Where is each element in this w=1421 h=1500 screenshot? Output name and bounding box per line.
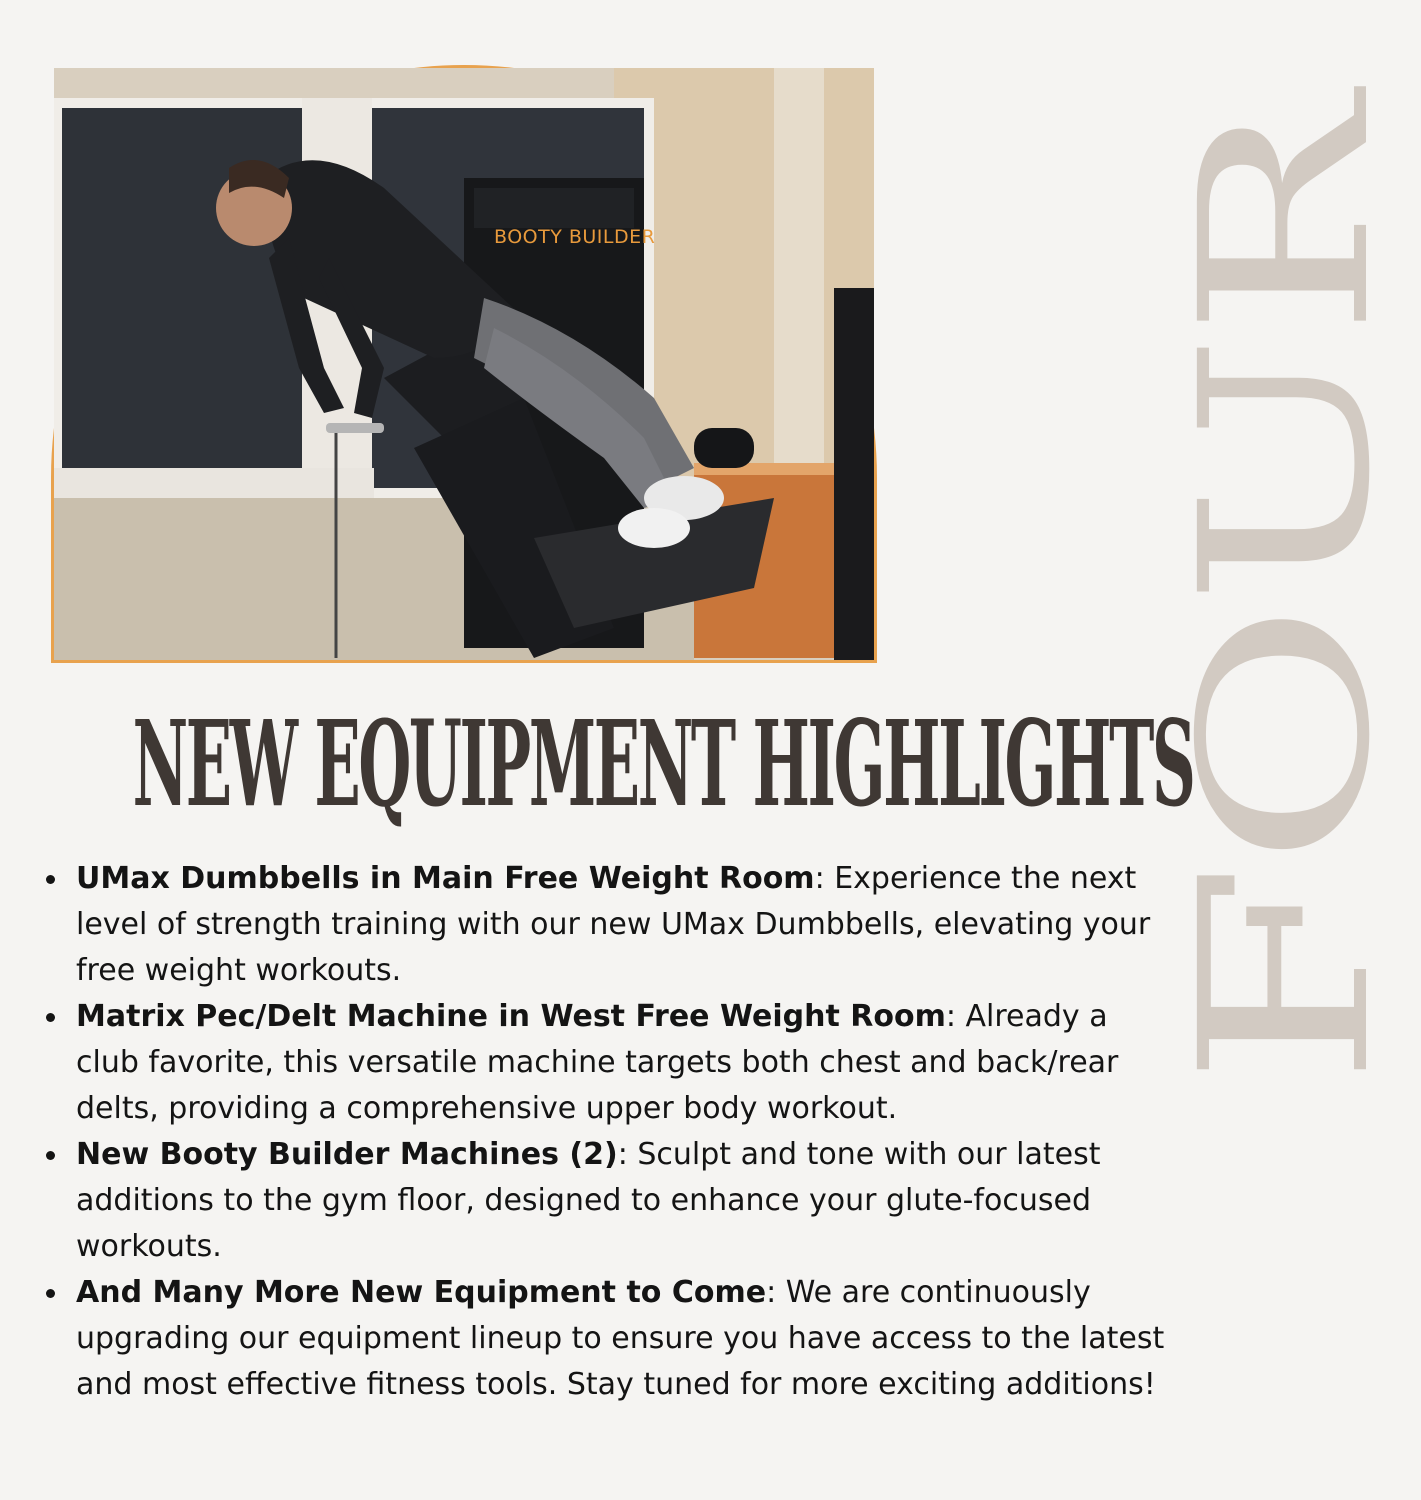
list-item-separator: : xyxy=(814,861,835,896)
bullet-icon xyxy=(46,1289,55,1298)
highlights-list xyxy=(76,856,1166,1408)
page-title xyxy=(0,695,1200,834)
list-item-separator: : xyxy=(766,1275,786,1310)
list-item xyxy=(76,856,1166,994)
list-item-text: Sculpt and tone with our latest additions to the gym floor, designed to enhance your glute-focused workouts. xyxy=(76,1137,1101,1264)
gym-photo-illustration xyxy=(54,68,874,660)
list-item xyxy=(76,1132,1166,1270)
page-title-text: NEW EQUIPMENT HIGHLIGHTS xyxy=(132,695,1194,834)
bullet-icon xyxy=(46,1151,55,1160)
list-item-title: And Many More New Equipment to Come xyxy=(76,1275,767,1310)
list-item-title: UMax Dumbbells in Main Free Weight Room xyxy=(76,861,815,896)
bullet-icon xyxy=(46,875,55,884)
list-item-separator: : xyxy=(617,1137,638,1172)
list-item-title: New Booty Builder Machines (2) xyxy=(76,1137,618,1172)
list-item xyxy=(76,994,1166,1132)
vertical-word-text: FOUR xyxy=(1151,100,1421,1088)
list-item-title: Matrix Pec/Delt Machine in West Free Weight Room xyxy=(76,999,946,1034)
machine-brand-label: BOOTY BUILDER xyxy=(494,226,656,248)
list-item-text: We are continuously upgrading our equipment lineup to ensure you have access to the latest and most effective fitness tools. Stay tuned for more exciting additions! xyxy=(76,1275,1165,1402)
list-item-text: Experience the next level of strength training with our new UMax Dumbbells, elevating your free weight workouts. xyxy=(76,861,1151,988)
list-item-text: Already a club favorite, this versatile machine targets both chest and back/rear delts, providing a comprehensive upper body workout. xyxy=(76,999,1119,1126)
list-item xyxy=(76,1270,1166,1408)
list-item-separator: : xyxy=(945,999,966,1034)
hero-photo-arch xyxy=(51,65,877,663)
bullet-icon xyxy=(46,1013,55,1022)
